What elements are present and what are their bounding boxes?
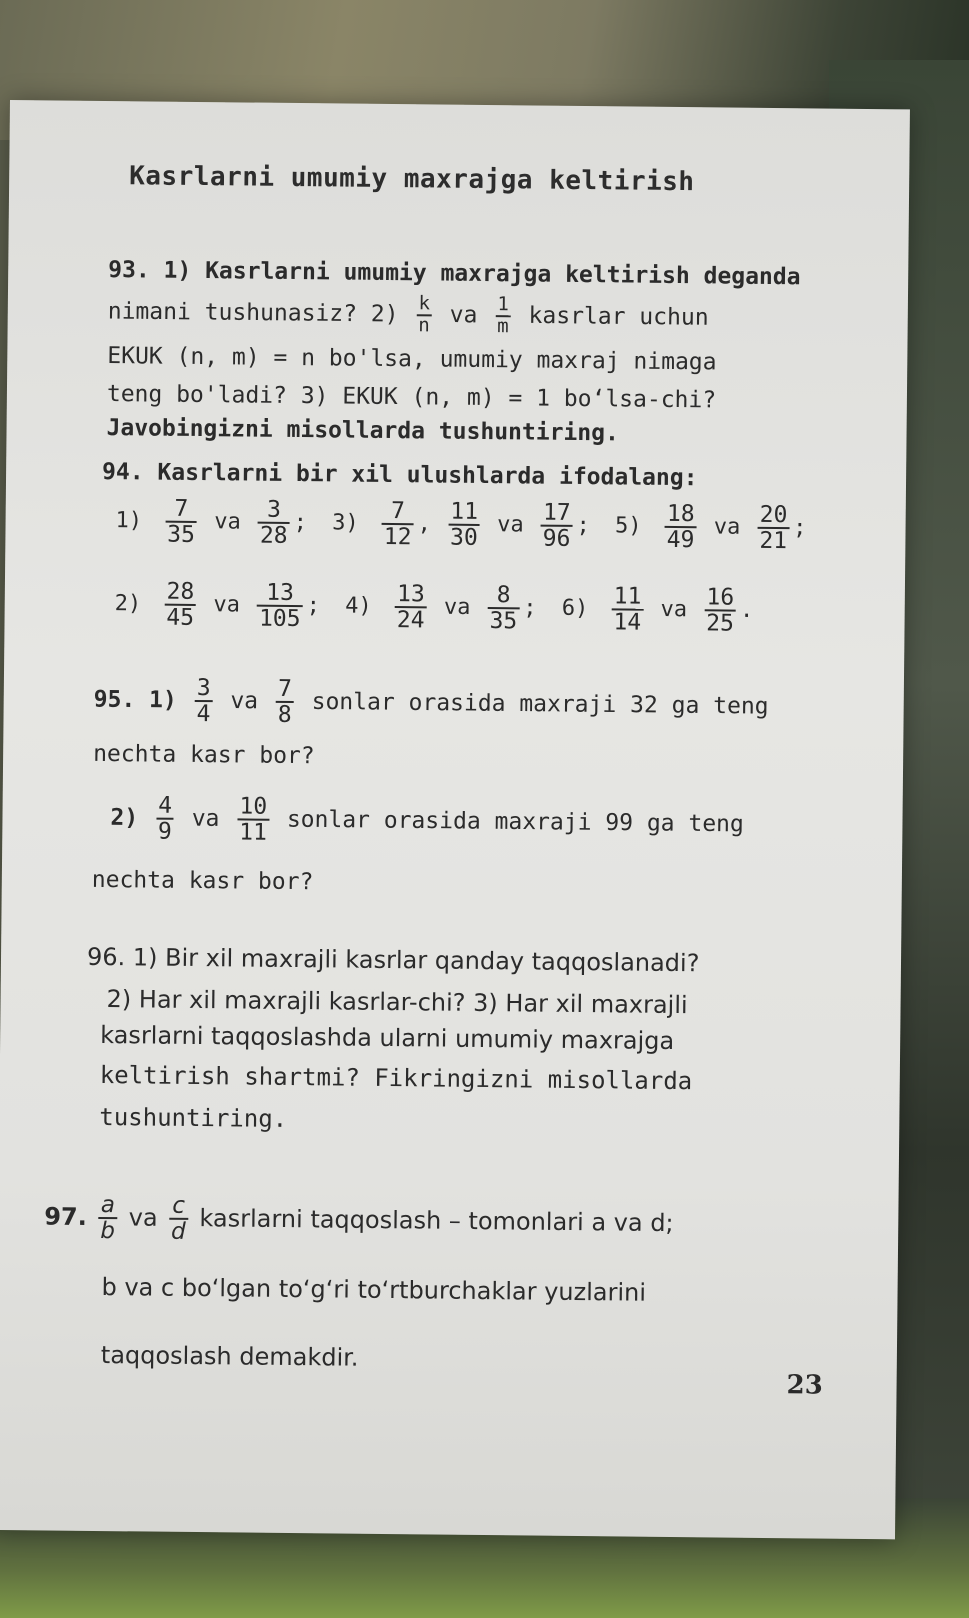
fraction: $\frac{3}{4}$ xyxy=(196,674,211,728)
p97-line-2: b va c bo‘lgan to‘g‘ri to‘rtburchaklar yuzlarini xyxy=(101,1273,647,1307)
p95-line-2: nechta kasr bor? xyxy=(93,740,315,770)
fraction: $\frac{7}{8}$ xyxy=(277,675,293,729)
fraction: $\frac{13}{24}$ xyxy=(396,581,425,634)
p94-row-1: 1) $\frac{7}{35}$ va $\frac{3}{28}$ ; 3) $\frac{7}{12}$ , $\frac{11}{30}$ va $\frac{17}{96}$ ; 5) $\frac{18}{49}$ va $\frac{20}{21}$ ; xyxy=(115,495,807,555)
p95-line-4: nechta kasr bor? xyxy=(91,866,314,896)
p93-line-2-post: kasrlar uchun xyxy=(528,302,709,331)
page-number: 23 xyxy=(786,1370,823,1401)
fraction: $\frac{10}{11}$ xyxy=(239,793,268,846)
fraction: $\frac{4}{9}$ xyxy=(157,792,173,845)
fraction: $\frac{13}{105}$ xyxy=(257,581,303,632)
p93-line-5: Javobingizni misollarda tushuntiring. xyxy=(106,415,620,447)
fraction: $\frac{3}{28}$ xyxy=(258,498,290,549)
fraction: $\frac{16}{25}$ xyxy=(706,584,735,637)
p96-line-1: 96. 1) Bir xil maxrajli kasrlar qanday taqqoslanadi? xyxy=(86,942,700,978)
p93-line-4: teng bo'ladi? 3) EKUK (n, m) = 1 bo‘lsa-chi? xyxy=(106,381,717,414)
p93-line-2 xyxy=(108,291,709,339)
p94-title: 94. Kasrlarni bir xil ulushlarda ifodalang: xyxy=(101,458,698,492)
fraction: $\frac{8}{35}$ xyxy=(487,583,519,634)
p97-line-3: taqqoslash demakdir. xyxy=(100,1341,359,1372)
p96-line-3: kasrlarni taqqoslashda ularni umumiy maxrajga xyxy=(100,1020,675,1056)
p95-line-3: 2) $\frac{4}{9}$ va $\frac{10}{11}$ sonlar orasida maxraji 99 ga teng xyxy=(110,792,744,846)
fraction: $\frac{18}{49}$ xyxy=(666,500,695,554)
p94-row-2: 2) $\frac{28}{45}$ va $\frac{13}{105}$ ; 4) $\frac{13}{24}$ va $\frac{8}{35}$ ; 6) $\frac{11}{14}$ va $\frac{16}{25}$ . xyxy=(114,578,754,637)
p97-line-1: 97. $\frac{a}{b}$ va $\frac{c}{d}$ kasrlarni taqqoslash – tomonlari a va d; xyxy=(44,1192,674,1246)
fraction: $\frac{7}{35}$ xyxy=(165,497,197,548)
book-page xyxy=(0,100,910,1539)
fraction-1-m: $\frac{1}{m}$ xyxy=(497,293,509,338)
fraction: $\frac{7}{12}$ xyxy=(382,499,414,550)
p96-line-4: keltirish shartmi? Fikringizni misollarda xyxy=(99,1060,693,1096)
p96-line-5: tushuntiring. xyxy=(99,1102,288,1133)
p93-line-3: EKUK (n, m) = n bo'lsa, umumiy maxraj nimaga xyxy=(107,343,717,376)
p93-line-2-pre: nimani tushunasiz? 2) xyxy=(107,298,399,328)
fraction: $\frac{17}{96}$ xyxy=(542,499,571,553)
p93-line-1: 93. 1) Kasrlarni umumiy maxrajga keltirish deganda xyxy=(108,257,801,291)
fraction: $\frac{28}{45}$ xyxy=(166,578,195,632)
fraction: $\frac{11}{14}$ xyxy=(613,583,642,636)
p95-line-1: 95. 1) $\frac{3}{4}$ va $\frac{7}{8}$ sonlar orasida maxraji 32 ga teng xyxy=(93,674,769,729)
fraction: $\frac{20}{21}$ xyxy=(759,501,788,555)
page-heading: Kasrlarni umumiy maxrajga keltirish xyxy=(129,161,695,198)
fraction: $\frac{11}{30}$ xyxy=(449,498,479,552)
word-va: va xyxy=(449,302,478,329)
fraction: $\frac{a}{b}$ xyxy=(98,1193,117,1243)
fraction: $\frac{c}{d}$ xyxy=(169,1194,188,1244)
p96-line-2: 2) Har xil maxrajli kasrlar-chi? 3) Har xil maxrajli xyxy=(106,985,688,1020)
fraction-k-n: $\frac{k}{n}$ xyxy=(418,292,431,337)
